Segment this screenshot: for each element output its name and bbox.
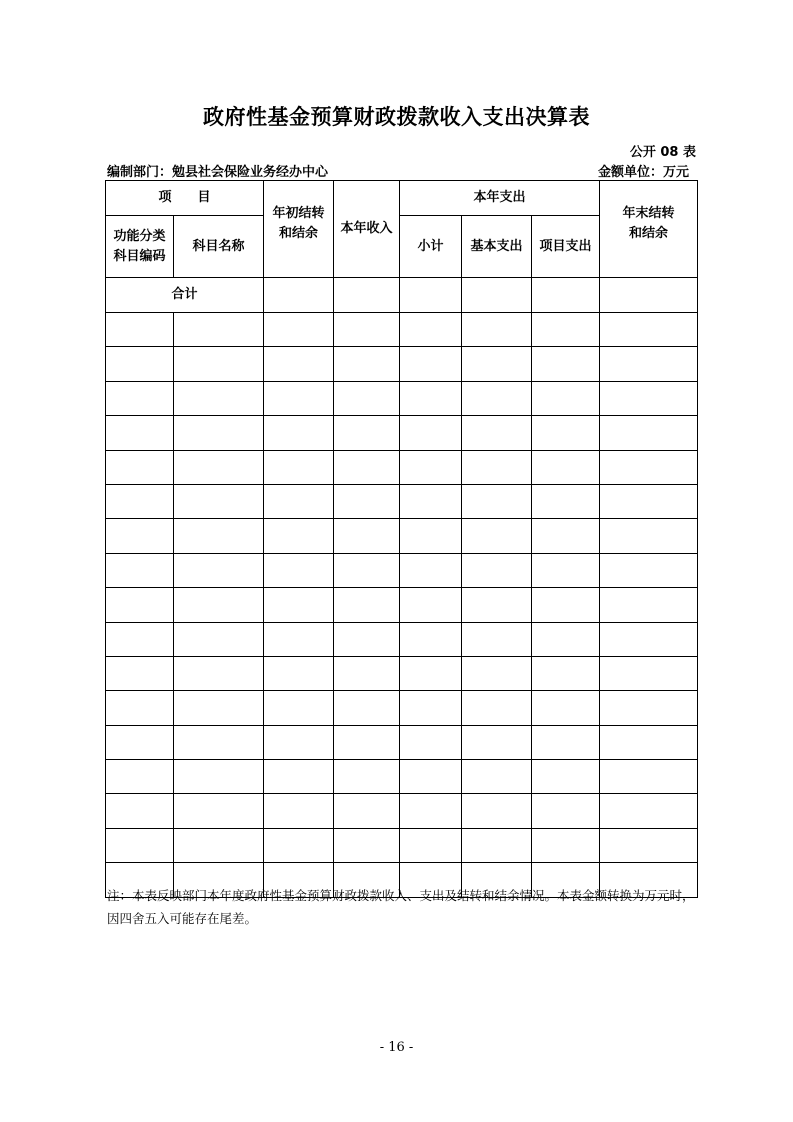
table-cell: [264, 313, 334, 347]
table-cell: [400, 553, 462, 587]
table-cell: [400, 725, 462, 759]
table-cell: [334, 828, 400, 862]
table-cell: [106, 519, 174, 553]
total-label: 合计: [106, 278, 264, 313]
table-cell: [106, 381, 174, 415]
table-cell: [106, 553, 174, 587]
table-cell: [334, 691, 400, 725]
table-cell: [600, 553, 698, 587]
table-row: [106, 725, 698, 759]
table-cell: [462, 313, 532, 347]
header-item: 项 目: [106, 181, 264, 216]
total-cell: [264, 278, 334, 313]
table-cell: [600, 828, 698, 862]
table-cell: [400, 381, 462, 415]
table-cell: [600, 519, 698, 553]
table-row: [106, 828, 698, 862]
table-cell: [462, 691, 532, 725]
header-func-code: 功能分类科目编码: [106, 216, 174, 278]
table-cell: [334, 450, 400, 484]
table-cell: [462, 760, 532, 794]
table-cell: [532, 313, 600, 347]
table-cell: [174, 450, 264, 484]
table-cell: [106, 691, 174, 725]
table-cell: [174, 622, 264, 656]
table-cell: [462, 416, 532, 450]
table-cell: [600, 725, 698, 759]
table-cell: [174, 519, 264, 553]
table-cell: [600, 450, 698, 484]
table-cell: [334, 553, 400, 587]
table-row: [106, 656, 698, 690]
table-cell: [600, 416, 698, 450]
table-cell: [532, 656, 600, 690]
table-cell: [600, 691, 698, 725]
table-cell: [400, 519, 462, 553]
table-cell: [334, 588, 400, 622]
table-cell: [174, 656, 264, 690]
table-cell: [532, 381, 600, 415]
table-cell: [400, 622, 462, 656]
table-cell: [174, 347, 264, 381]
total-cell: [400, 278, 462, 313]
table-cell: [264, 381, 334, 415]
table-cell: [462, 588, 532, 622]
table-cell: [334, 381, 400, 415]
table-cell: [174, 691, 264, 725]
form-number: 公开 08 表: [629, 145, 696, 160]
table-cell: [462, 381, 532, 415]
header-basic-expense: 基本支出: [462, 216, 532, 278]
table-cell: [400, 828, 462, 862]
header-income: 本年收入: [334, 181, 400, 278]
table-cell: [600, 656, 698, 690]
table-cell: [400, 416, 462, 450]
table-cell: [174, 760, 264, 794]
table-cell: [174, 828, 264, 862]
department-label: 编制部门：勉县社会保险业务经办中心: [107, 165, 329, 180]
table-cell: [600, 347, 698, 381]
page-title: 政府性基金预算财政拨款收入支出决算表: [203, 105, 590, 129]
table-row: [106, 760, 698, 794]
table-cell: [462, 622, 532, 656]
table-cell: [106, 484, 174, 518]
table-cell: [334, 347, 400, 381]
table-cell: [264, 519, 334, 553]
table-row: [106, 450, 698, 484]
table-row: [106, 484, 698, 518]
table-cell: [462, 656, 532, 690]
table-cell: [264, 725, 334, 759]
table-cell: [532, 794, 600, 828]
table-cell: [174, 484, 264, 518]
table-row: [106, 588, 698, 622]
table-cell: [462, 553, 532, 587]
table-cell: [334, 656, 400, 690]
table-cell: [400, 691, 462, 725]
table-cell: [462, 484, 532, 518]
table-cell: [532, 691, 600, 725]
table-cell: [106, 347, 174, 381]
table-cell: [264, 588, 334, 622]
table-cell: [532, 622, 600, 656]
table-cell: [400, 313, 462, 347]
page-number: - 16 -: [379, 1040, 414, 1055]
table-cell: [264, 450, 334, 484]
table-cell: [106, 622, 174, 656]
table-cell: [106, 828, 174, 862]
header-begin-balance: 年初结转和结余: [264, 181, 334, 278]
table-cell: [334, 484, 400, 518]
table-cell: [600, 794, 698, 828]
header-end-balance: 年末结转和结余: [600, 181, 698, 278]
table-cell: [334, 760, 400, 794]
meta-row: [107, 161, 697, 179]
table-cell: [462, 450, 532, 484]
table-cell: [600, 313, 698, 347]
total-cell: [532, 278, 600, 313]
header-project-expense: 项目支出: [532, 216, 600, 278]
table-cell: [462, 828, 532, 862]
table-cell: [264, 553, 334, 587]
table-cell: [174, 553, 264, 587]
total-cell: [334, 278, 400, 313]
table-cell: [334, 519, 400, 553]
table-cell: [532, 588, 600, 622]
table-cell: [532, 416, 600, 450]
table-cell: [462, 347, 532, 381]
table-cell: [264, 794, 334, 828]
table-cell: [106, 450, 174, 484]
table-cell: [400, 760, 462, 794]
table-cell: [462, 794, 532, 828]
table-row: [106, 691, 698, 725]
footnote: 注：本表反映部门本年度政府性基金预算财政拨款收入、支出及结转和结余情况。本表金额转换为万元时，因四舍五入可能存在尾差。: [107, 888, 695, 926]
table-row: [106, 381, 698, 415]
total-row: [106, 278, 698, 313]
table-cell: [174, 725, 264, 759]
table-cell: [532, 553, 600, 587]
table-cell: [174, 416, 264, 450]
table-cell: [400, 656, 462, 690]
header-subtotal: 小计: [400, 216, 462, 278]
table-cell: [600, 381, 698, 415]
table-cell: [400, 347, 462, 381]
table-cell: [400, 794, 462, 828]
table-row: [106, 416, 698, 450]
table-cell: [532, 760, 600, 794]
header-row-1: [106, 181, 698, 216]
table-cell: [106, 794, 174, 828]
table-cell: [334, 725, 400, 759]
table-cell: [532, 828, 600, 862]
header-expense: 本年支出: [400, 181, 600, 216]
header-subject-name: 科目名称: [174, 216, 264, 278]
table-cell: [264, 691, 334, 725]
budget-table: [105, 180, 698, 898]
table-cell: [106, 416, 174, 450]
table-row: [106, 794, 698, 828]
table-cell: [532, 347, 600, 381]
table-cell: [400, 588, 462, 622]
table-cell: [334, 313, 400, 347]
table-cell: [264, 622, 334, 656]
table-row: [106, 347, 698, 381]
table-cell: [264, 760, 334, 794]
table-cell: [264, 347, 334, 381]
table-row: [106, 553, 698, 587]
table-row: [106, 622, 698, 656]
total-cell: [462, 278, 532, 313]
table-cell: [174, 313, 264, 347]
table-cell: [400, 484, 462, 518]
unit-label: 金额单位：万元: [597, 165, 689, 180]
table-cell: [400, 450, 462, 484]
table-cell: [106, 588, 174, 622]
table-cell: [532, 484, 600, 518]
table-cell: [264, 416, 334, 450]
total-cell: [600, 278, 698, 313]
table-cell: [106, 656, 174, 690]
table-cell: [106, 313, 174, 347]
table-cell: [264, 828, 334, 862]
table-row: [106, 519, 698, 553]
table-cell: [334, 416, 400, 450]
table-cell: [532, 450, 600, 484]
table-cell: [334, 622, 400, 656]
table-cell: [264, 484, 334, 518]
table-cell: [106, 760, 174, 794]
table-cell: [174, 794, 264, 828]
table-cell: [600, 760, 698, 794]
table-cell: [600, 484, 698, 518]
table-row: [106, 313, 698, 347]
table-cell: [334, 794, 400, 828]
table-cell: [462, 725, 532, 759]
table-cell: [532, 725, 600, 759]
table-cell: [174, 381, 264, 415]
table-cell: [264, 656, 334, 690]
table-cell: [532, 519, 600, 553]
table-cell: [600, 588, 698, 622]
table-cell: [106, 725, 174, 759]
table-cell: [174, 588, 264, 622]
table-cell: [600, 622, 698, 656]
table-cell: [462, 519, 532, 553]
